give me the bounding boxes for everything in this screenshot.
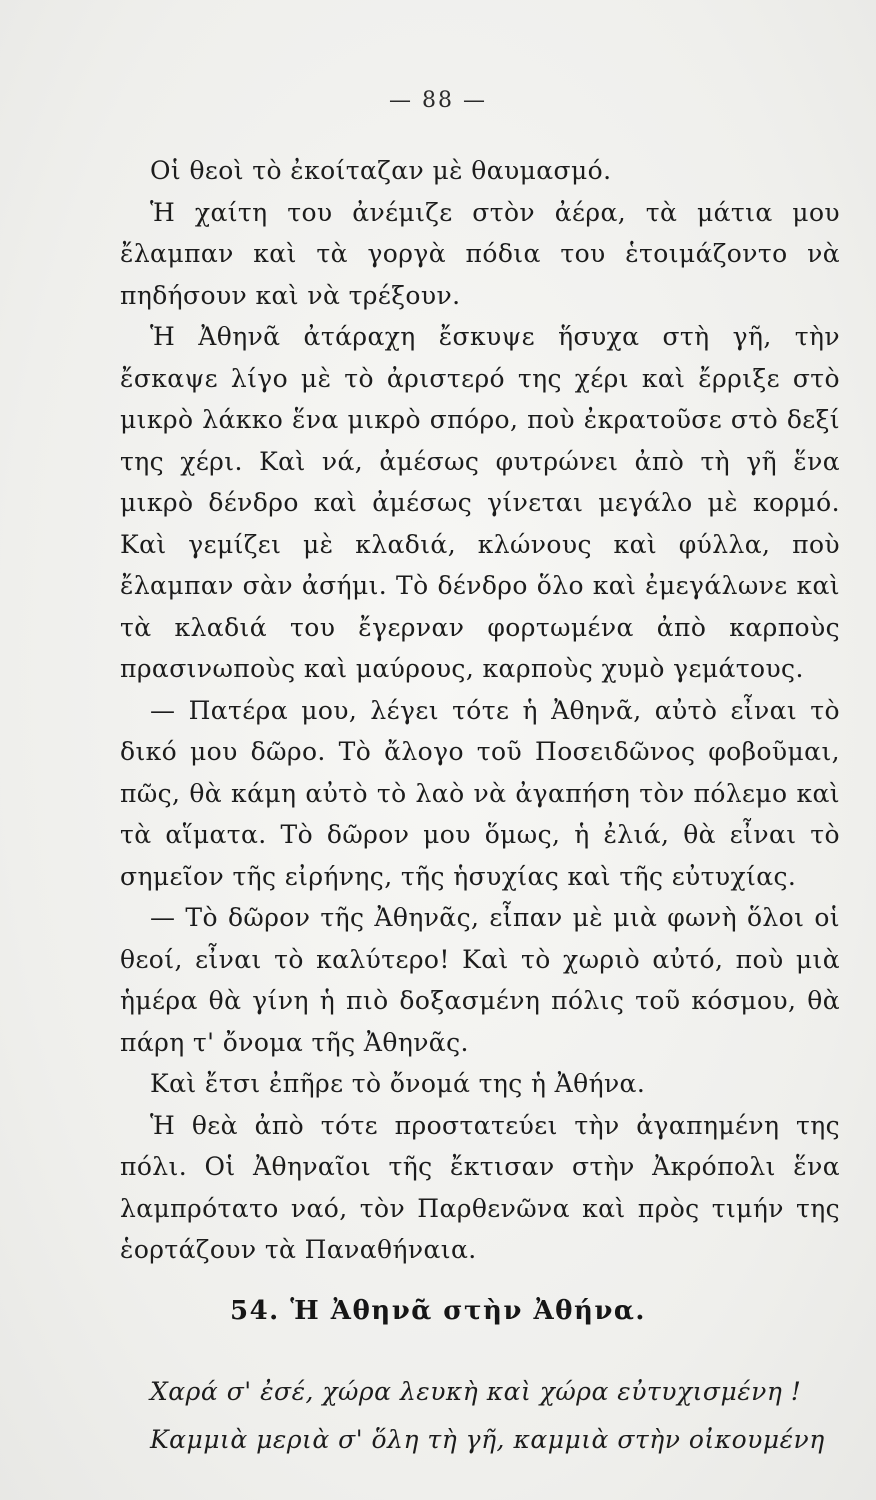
paragraph: — Τὸ δῶρον τῆς Ἀθηνᾶς, εἶπαν μὲ μιὰ φωνὴ ὅλοι οἱ θεοί, εἶναι τὸ καλύτερο! Καὶ τὸ χωριὸ αὐτό, ποὺ μιὰ ἡμέρα θὰ γίνη ἡ πιὸ δοξασμένη πόλις τοῦ κόσμου, θὰ πάρη τ' ὄνομα τῆς Ἀθηνᾶς. <box>120 903 840 1057</box>
paragraph: Ἡ Ἀθηνᾶ ἀτάραχη ἔσκυψε ἥσυχα στὴ γῆ, τὴν ἔσκαψε λίγο μὲ τὸ ἀριστερό της χέρι καὶ ἔρριξε στὸ μικρὸ λάκκο ἕνα μικρὸ σπόρο, ποὺ ἐκρατοῦσε στὸ δεξί της χέρι. Καὶ νά, ἀμέσως φυτρώνει ἀπὸ τὴ γῆ ἕνα μικρὸ δένδρο καὶ ἀμέσως γίνεται μεγάλο μὲ κορμό. Καὶ γεμίζει μὲ κλαδιά, κλώνους καὶ φύλλα, ποὺ ἔλαμπαν σὰν ἀσήμι. Τὸ δένδρο ὅλο καὶ ἐμεγάλωνε καὶ τὰ κλαδιά του ἔγερναν φορτωμένα ἀπὸ καρποὺς πρασινωποὺς καὶ μαύρους, καρποὺς χυμὸ γεμάτους. <box>120 322 840 683</box>
body-text <box>120 150 840 1271</box>
paragraph: Ἡ χαίτη του ἀνέμιζε στὸν ἀέρα, τὰ μάτια μου ἔλαμπαν καὶ τὰ γοργὰ πόδια του ἑτοιμάζοντο νὰ πηδήσουν καὶ νὰ τρέξουν. <box>120 197 840 310</box>
poem-line: Χαρά σ' ἐσέ, χώρα λευκὴ καὶ χώρα εὐτυχισμένη ! <box>150 1377 802 1406</box>
paragraph: Καὶ ἔτσι ἐπῆρε τὸ ὄνομά της ἡ Ἀθήνα. <box>150 1069 646 1098</box>
paragraph: Ἡ θεὰ ἀπὸ τότε προστατεύει τὴν ἀγαπημένη της πόλι. Οἱ Ἀθηναῖοι τῆς ἔκτισαν στὴν Ἀκρόπολι ἕνα λαμπρότατο ναό, τὸν Παρθενῶνα καὶ πρὸς τιμήν της ἑορτάζουν τὰ Παναθήναια. <box>120 1110 840 1264</box>
poem <box>150 1368 850 1464</box>
poem-line: Καμμιὰ μεριὰ σ' ὅλη τὴ γῆ, καμμιὰ στὴν οἰκουμένη <box>150 1425 825 1454</box>
paragraph: Οἱ θεοὶ τὸ ἐκοίταζαν μὲ θαυμασμό. <box>150 156 612 185</box>
page-number: — 88 — <box>389 88 487 113</box>
paragraph: — Πατέρα μου, λέγει τότε ἡ Ἀθηνᾶ, αὐτὸ εἶναι τὸ δικό μου δῶρο. Τὸ ἄλογο τοῦ Ποσειδῶνος φοβοῦμαι, πῶς, θὰ κάμη αὐτὸ τὸ λαὸ νὰ ἀγαπήση τὸν πόλεμο καὶ τὰ αἵματα. Τὸ δῶρον μου ὅμως, ἡ ἐλιά, θὰ εἶναι τὸ σημεῖον τῆς εἰρήνης, τῆς ἡσυχίας καὶ τῆς εὐτυχίας. <box>120 695 840 891</box>
chapter-heading: 54. Ἡ Ἀθηνᾶ στὴν Ἀθήνα. <box>230 1296 646 1326</box>
